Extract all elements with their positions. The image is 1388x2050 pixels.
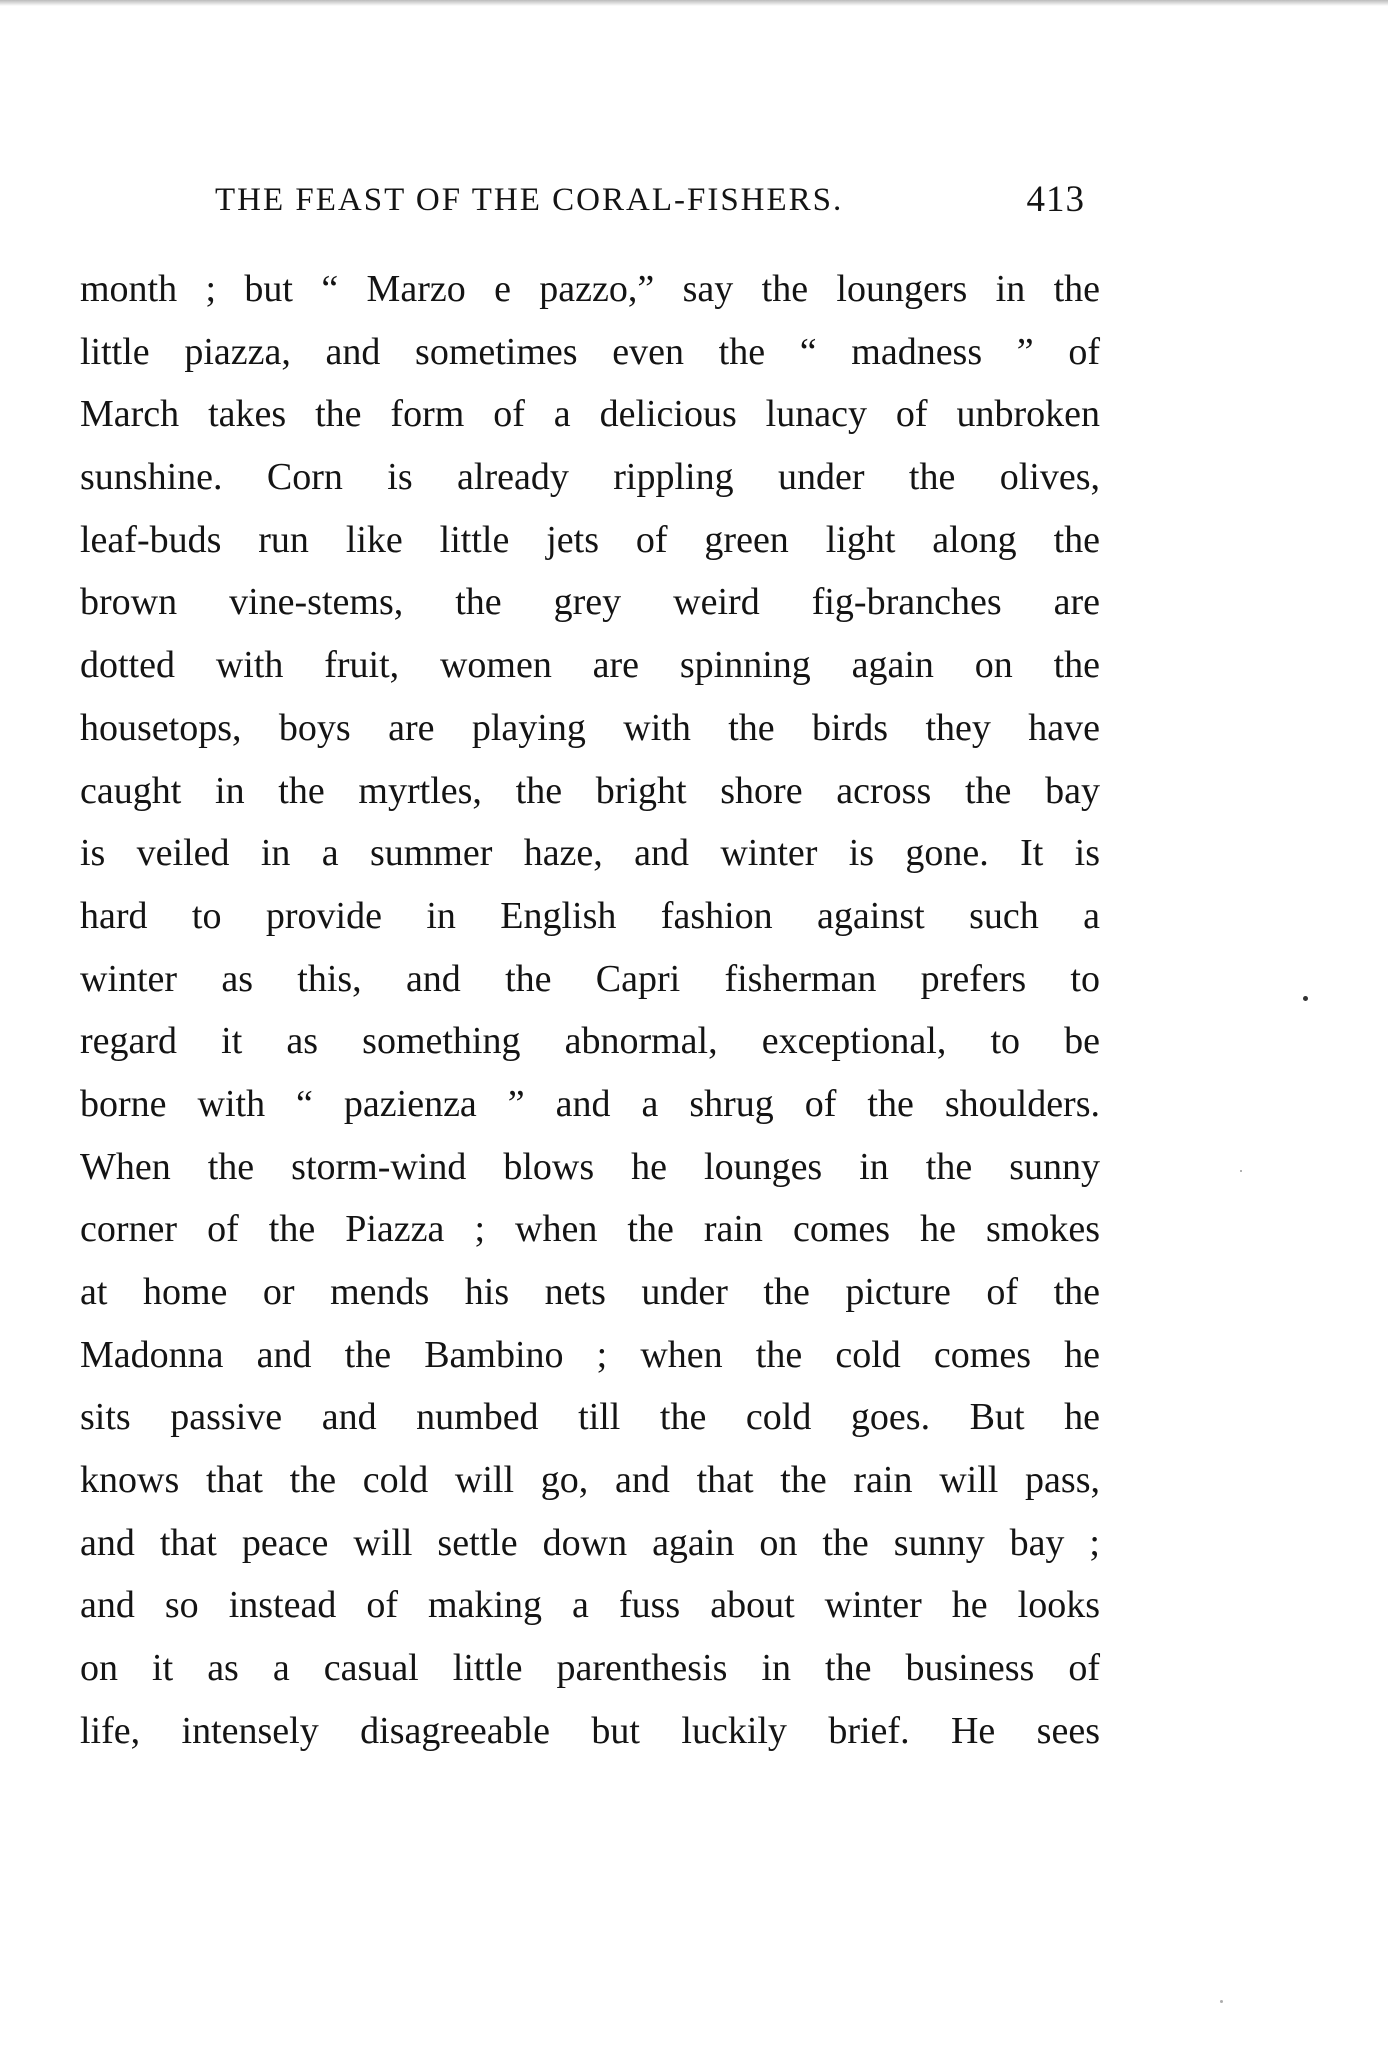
page-number: 413 — [1026, 179, 1085, 220]
text-line: borne with “ pazienza ” and a shrug of the shoulders. — [80, 1082, 1100, 1125]
scan-edge-shadow — [0, 0, 1388, 6]
text-line: Madonna and the Bambino ; when the cold comes he — [80, 1333, 1100, 1376]
text-line: little piazza, and sometimes even the “ madness ” of — [80, 330, 1100, 373]
text-line: on it as a casual little parenthesis in the business of — [80, 1647, 1100, 1690]
text-line: month ; but “ Marzo e pazzo,” say the loungers in the — [80, 268, 1100, 310]
text-line: and that peace will settle down again on the sunny bay ; — [80, 1521, 1100, 1564]
text-line: corner of the Piazza ; when the rain comes he smokes — [80, 1208, 1100, 1251]
text-line: winter as this, and the Capri fisherman prefers to — [80, 957, 1100, 1000]
text-line: sits passive and numbed till the cold goes. But he — [80, 1396, 1100, 1439]
text-line: When the storm-wind blows he lounges in the sunny — [80, 1145, 1100, 1188]
running-head: THE FEAST OF THE CORAL-FISHERS. — [215, 182, 844, 218]
text-line: and so instead of making a fuss about winter he looks — [80, 1584, 1100, 1627]
text-line: caught in the myrtles, the bright shore across the bay — [80, 769, 1100, 812]
text-line: hard to provide in English fashion against such a — [80, 894, 1100, 937]
page-header — [215, 176, 1085, 224]
ink-speck — [1220, 2000, 1223, 2003]
text-line: sunshine. Corn is already rippling under the olives, — [80, 456, 1100, 499]
text-line: knows that the cold will go, and that the rain will pass, — [80, 1459, 1100, 1502]
text-line: is veiled in a summer haze, and winter is gone. It is — [80, 832, 1100, 875]
text-line: brown vine-stems, the grey weird fig-branches are — [80, 581, 1100, 624]
text-line: housetops, boys are playing with the birds they have — [80, 706, 1100, 749]
text-line: dotted with fruit, women are spinning again on the — [80, 644, 1100, 687]
text-line: regard it as something abnormal, exceptional, to be — [80, 1020, 1100, 1063]
body-text — [80, 258, 1100, 1763]
ink-speck — [1240, 1170, 1242, 1172]
text-line: March takes the form of a delicious lunacy of unbroken — [80, 393, 1100, 436]
text-line: life, intensely disagreeable but luckily brief. He sees — [80, 1709, 1100, 1752]
text-line: at home or mends his nets under the picture of the — [80, 1271, 1100, 1313]
text-line: leaf-buds run like little jets of green light along the — [80, 518, 1100, 561]
ink-speck — [1303, 996, 1308, 1001]
